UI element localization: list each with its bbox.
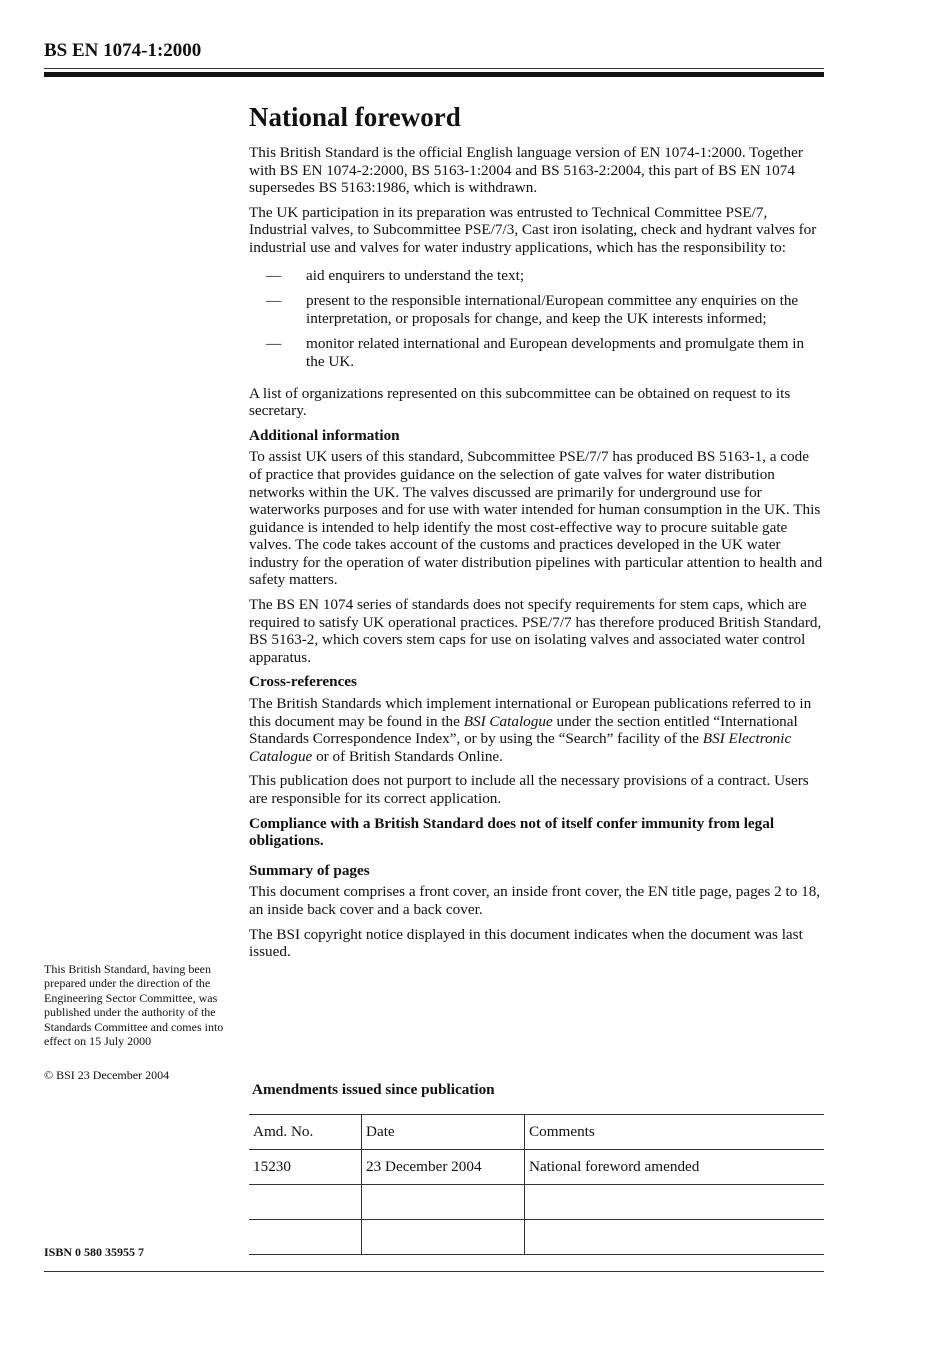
additional-info-heading: Additional information [249, 426, 400, 444]
cross-references-paragraph-1 [249, 695, 825, 765]
table-cell: 23 December 2004 [362, 1150, 525, 1185]
list-item-text: aid enquirers to understand the text; [306, 266, 525, 284]
additional-info-paragraph-2: The BS EN 1074 series of standards does not specify requirements for stem caps, which are required to satisfy UK operational practices. PSE/7/7 has therefore produced British Standard, BS 5163-2, which covers stem caps for use on isolating valves and associated water control apparatus. [249, 596, 822, 666]
dash-bullet: — [266, 266, 282, 284]
table-row [249, 1220, 824, 1255]
dash-bullet: — [266, 292, 282, 310]
dash-bullet: — [266, 335, 282, 353]
sidebar-note [44, 962, 234, 1083]
summary-paragraph-2: The BSI copyright notice displayed in this document indicates when the document was last issued. [249, 925, 803, 961]
intro-paragraph-2: The UK participation in its preparation was entrusted to Technical Committee PSE/7, Industrial valves, to Subcommittee PSE/7/3, Cast iron isolating, check and hydrant valves for industrial use and valves for water industry applications, which has the responsibility to: [249, 203, 817, 256]
table-cell [362, 1220, 525, 1255]
column-header-comments: Comments [525, 1115, 825, 1150]
table-cell [525, 1185, 825, 1220]
bsi-electronic-catalogue-title: BSI Electronic Catalogue [249, 730, 792, 765]
header-rule-thick [44, 72, 824, 77]
header-rule-thin [44, 68, 824, 69]
intro-paragraph-1: This British Standard is the official English language version of EN 1074-1:2000. Together with BS EN 1074-2:2000, BS 5163-1:2004 and BS 5163-2:2004, this part of BS EN 1074 supersedes BS 5163:1986, which is withdrawn. [249, 144, 803, 197]
additional-info-paragraph-1: To assist UK users of this standard, Subcommittee PSE/7/7 has produced BS 5163-1, a code of practice that provides guidance on the selection of gate valves for water distribution networks within the UK. The valves discussed are primarily for underground use for waterworks purposes and for use with water intended for human consumption in the UK. This guidance is intended to help identify the most cost-effective way to procure suitable gate valves. The code takes account of the customs and practices developed in the UK water industry for the operation of water distribution pipelines with particular attention to health and safety matters. [249, 448, 823, 589]
summary-paragraph-1: This document comprises a front cover, an inside front cover, the EN title page, pages 2 to 18, an inside back cover and a back cover. [249, 883, 821, 918]
table-header-row [249, 1115, 824, 1150]
isbn: ISBN 0 580 35955 7 [44, 1245, 145, 1259]
page-title: National foreword [249, 102, 461, 132]
column-header-date: Date [362, 1115, 525, 1150]
copyright-notice: © BSI 23 December 2004 [44, 1068, 170, 1083]
column-header-amd-no: Amd. No. [249, 1115, 362, 1150]
cross-references-paragraph-2: This publication does not purport to include all the necessary provisions of a contract. Users are responsible for its correct application. [249, 772, 809, 807]
list-item [249, 335, 825, 370]
table-cell: 15230 [249, 1150, 362, 1185]
compliance-statement: Compliance with a British Standard does not of itself confer immunity from legal obligations. [249, 814, 775, 850]
bsi-catalogue-title: BSI Catalogue [463, 712, 553, 730]
table-cell: National foreword amended [525, 1150, 825, 1185]
table-row [249, 1150, 824, 1185]
footer-rule [44, 1271, 824, 1272]
cross-text-a: The British Standards which implement international or European publications referred to in this document may be found in the [249, 695, 812, 730]
document-code: BS EN 1074-1:2000 [44, 40, 202, 61]
effective-note: This British Standard, having been prepared under the direction of the Engineering Sector Committee, was published under the authority of the Standards Committee and comes into effect on 15 July 2000 [44, 962, 224, 1049]
list-note: A list of organizations represented on this subcommittee can be obtained on request to its secretary. [249, 384, 791, 420]
cross-references-heading: Cross-references [249, 673, 357, 691]
table-cell [249, 1185, 362, 1220]
list-item [249, 292, 825, 327]
responsibility-list [249, 267, 825, 371]
table-row [249, 1185, 824, 1220]
list-item-text: present to the responsible international/European committee any enquiries on the interpretation, or proposals for change, and keep the UK interests informed; [306, 292, 799, 327]
list-item-text: monitor related international and European developments and promulgate them in the UK. [306, 335, 805, 370]
amendments-title: Amendments issued since publication [252, 1081, 495, 1098]
list-item [249, 267, 825, 285]
cross-text-b: under the section entitled “International Standards Correspondence Index”, or by using the “Search” facility of the [249, 712, 798, 748]
summary-heading: Summary of pages [249, 861, 370, 879]
amendments-table [249, 1114, 824, 1255]
table-cell [525, 1220, 825, 1255]
cross-text-c: or of British Standards Online. [312, 747, 503, 765]
table-cell [362, 1185, 525, 1220]
main-column [249, 100, 825, 968]
table-cell [249, 1220, 362, 1255]
